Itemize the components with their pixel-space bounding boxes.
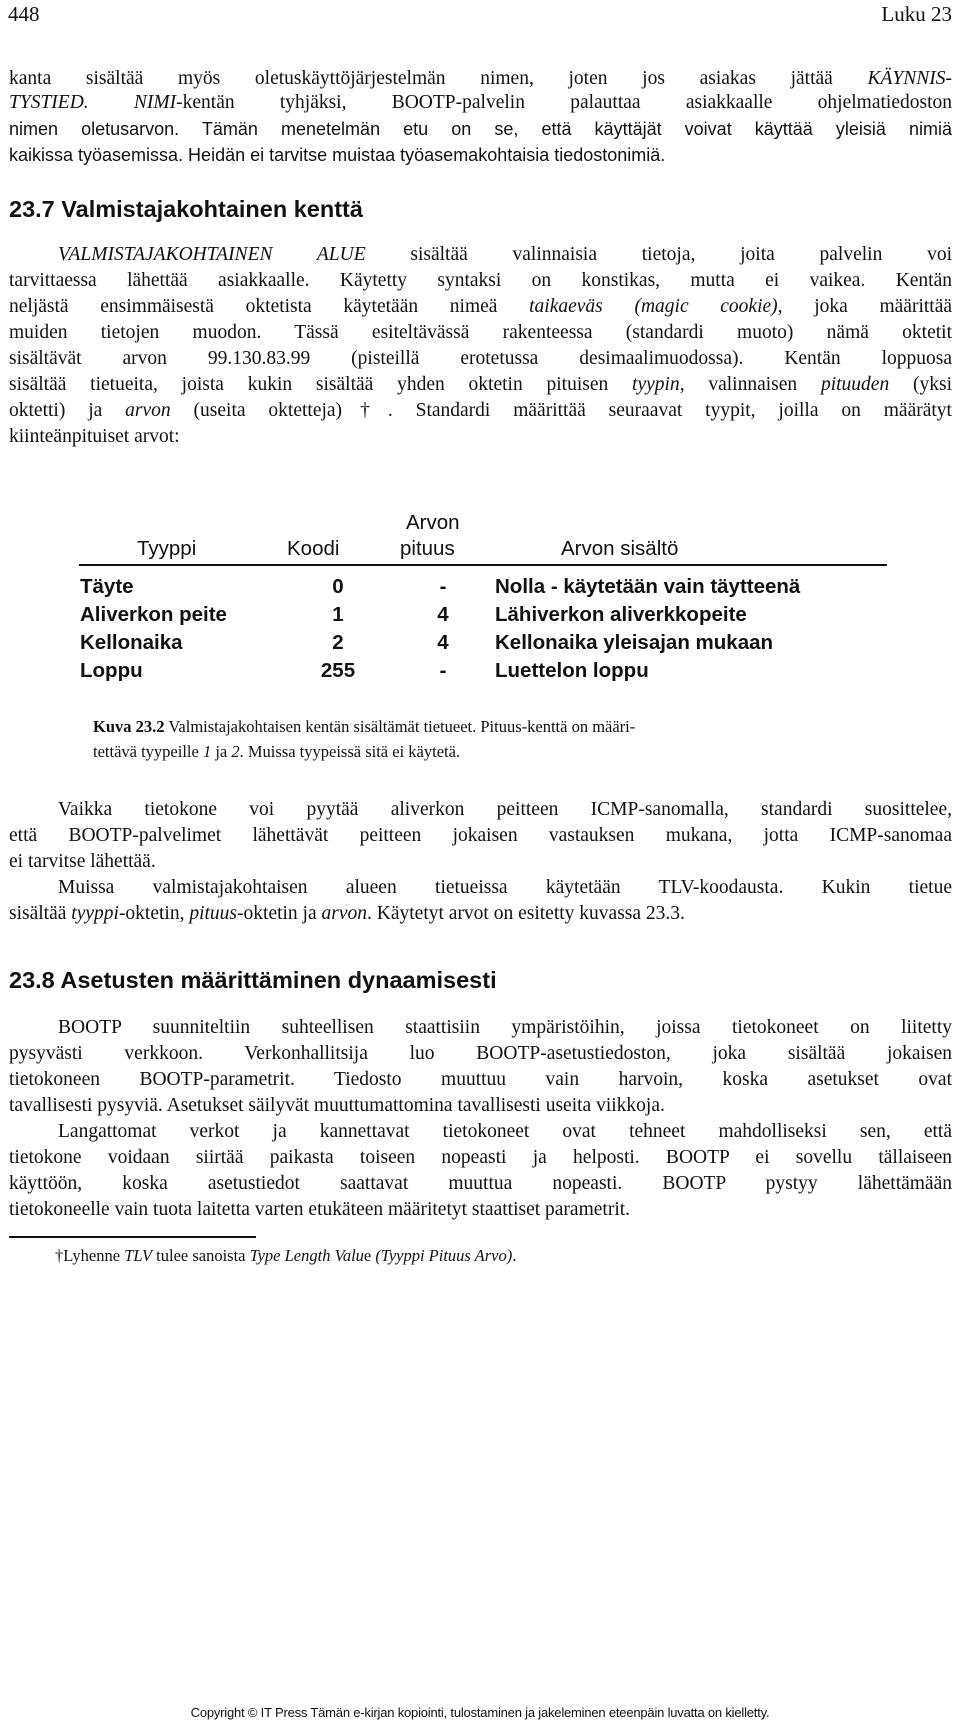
cell-length: - xyxy=(439,575,447,598)
cell-code: 2 xyxy=(332,631,344,654)
cell-code: 1 xyxy=(332,603,344,626)
chapter-label: Luku 23 xyxy=(881,2,952,26)
figure-caption-line-2: tettävä tyypeille 1 ja 2. Muissa tyypeissä sitä ei käytetä. xyxy=(93,742,461,761)
cell-code: 255 xyxy=(320,659,356,682)
s8-line-7: käyttöön, koska asetustiedot saattavat muuttua nopeasti. BOOTP pystyy lähettämään xyxy=(9,1173,952,1194)
intro-line-1: kanta sisältää myös oletuskäyttöjärjestelmän nimen, joten jos asiakas jättää KÄYNNIS- xyxy=(9,68,953,89)
p-after-line-4: Muissa valmistajakohtaisen alueen tietueissa käytetään TLV-koodausta. Kukin tietue xyxy=(58,877,952,898)
col-header-length-top: Arvon xyxy=(406,511,460,534)
cell-content: Nolla - käytetään vain täytteenä xyxy=(495,575,801,598)
intro-line-3: nimen oletusarvon. Tämän menetelmän etu on se, että käyttäjät voivat käyttää yleisiä nimiä xyxy=(9,119,952,139)
p-after-line-3: ei tarvitse lähettää. xyxy=(9,851,156,872)
s8-line-1: BOOTP suunniteltiin suhteellisen staattisiin ympäristöihin, joissa tietokoneet on liitetty xyxy=(58,1017,952,1038)
cell-length: 4 xyxy=(437,603,449,626)
col-header-code: Koodi xyxy=(287,537,340,560)
cell-length: - xyxy=(439,659,447,682)
s7-line-4: muiden tietojen muodon. Tässä esiteltävässä rakenteessa (standardi muoto) nämä oktetit xyxy=(9,322,952,343)
s8-line-3: tietokoneen BOOTP-parametrit. Tiedosto muuttuu vain harvoin, koska asetukset ovat xyxy=(9,1069,952,1090)
s7-line-1: VALMISTAJAKOHTAINEN ALUE sisältää valinnaisia tietoja, joita palvelin voi xyxy=(58,244,952,265)
s8-line-5: Langattomat verkot ja kannettavat tietokoneet ovat tehneet mahdolliseksi sen, että xyxy=(58,1121,952,1142)
p-after-line-1: Vaikka tietokone voi pyytää aliverkon peitteen ICMP-sanomalla, standardi suosittelee, xyxy=(58,799,952,820)
table-header-rule xyxy=(79,564,887,566)
page-number: 448 xyxy=(8,2,40,26)
intro-line-2: TYSTIED. NIMI-kentän tyhjäksi, BOOTP-palvelin palauttaa asiakkaalle ohjelmatiedoston xyxy=(9,92,952,113)
intro-line-4: kaikissa työasemissa. Heidän ei tarvitse muistaa työasemakohtaisia tiedostonimiä. xyxy=(9,145,666,165)
col-header-length-bottom: pituus xyxy=(400,537,455,560)
cell-type: Loppu xyxy=(80,659,143,682)
cell-type: Täyte xyxy=(80,575,134,598)
s7-line-6: sisältää tietueita, joista kukin sisältää yhden oktetin pituisen tyypin, valinnaisen pituuden (yksi xyxy=(9,374,952,395)
p-after-line-5: sisältää tyyppi-oktetin, pituus-oktetin ja arvon. Käytetyt arvot on esitetty kuvassa 23.3. xyxy=(9,903,685,924)
cell-type: Aliverkon peite xyxy=(80,603,227,626)
s7-line-3: neljästä ensimmäisestä oktetista käytetään nimeä taikaeväs (magic cookie), joka määrittää xyxy=(9,296,953,317)
cell-content: Luettelon loppu xyxy=(495,659,649,682)
footnote-rule xyxy=(9,1236,256,1238)
s7-line-5: sisältävät arvon 99.130.83.99 (pisteillä erotetussa desimaalimuodossa). Kentän loppuosa xyxy=(9,348,952,369)
s8-line-8: tietokoneelle vain tuota laitetta varten etukäteen määritetyt staattiset parametrit. xyxy=(9,1199,631,1220)
cell-length: 4 xyxy=(437,631,449,654)
figure-caption-line-1: Kuva 23.2 Valmistajakohtaisen kentän sisältämät tietueet. Pituus-kenttä on määri- xyxy=(93,717,636,736)
cell-content: Lähiverkon aliverkkopeite xyxy=(495,603,747,626)
s8-line-4: tavallisesti pysyviä. Asetukset säilyvät muuttumattomina tavallisesti useita viikkoja. xyxy=(9,1095,665,1116)
footnote: †Lyhenne TLV tulee sanoista Type Length Value (Tyyppi Pituus Arvo). xyxy=(55,1246,517,1265)
cell-content: Kellonaika yleisajan mukaan xyxy=(495,631,774,654)
s7-line-7: oktetti) ja arvon (useita oktetteja)†. Standardi määrittää seuraavat tyypit, joilla on määrätyt xyxy=(9,400,952,421)
section-heading-23-7: 23.7 Valmistajakohtainen kenttä xyxy=(9,196,363,222)
cell-code: 0 xyxy=(332,575,344,598)
s7-line-2: tarvittaessa lähettää asiakkaalle. Käytetty syntaksi on konstikas, mutta ei vaikea. Kentän xyxy=(9,270,952,291)
section-heading-23-8: 23.8 Asetusten määrittäminen dynaamisesti xyxy=(9,967,497,993)
s8-line-2: pysyvästi verkkoon. Verkonhallitsija luo BOOTP-asetustiedoston, joka sisältää jokaisen xyxy=(9,1043,952,1064)
s8-line-6: tietokone voidaan siirtää paikasta toiseen nopeasti ja helposti. BOOTP ei sovellu tällaiseen xyxy=(9,1147,952,1168)
copyright-footer: Copyright © IT Press Tämän e-kirjan kopiointi, tulostaminen ja jakeleminen eteenpäin luvatta on kielletty. xyxy=(190,1705,770,1720)
p-after-line-2: että BOOTP-palvelimet lähettävät peitteen jokaisen vastauksen mukana, jotta ICMP-sanomaa xyxy=(9,825,952,846)
s7-line-8: kiinteänpituiset arvot: xyxy=(9,426,180,447)
col-header-content: Arvon sisältö xyxy=(561,537,679,560)
cell-type: Kellonaika xyxy=(80,631,183,654)
col-header-type: Tyyppi xyxy=(137,537,197,560)
